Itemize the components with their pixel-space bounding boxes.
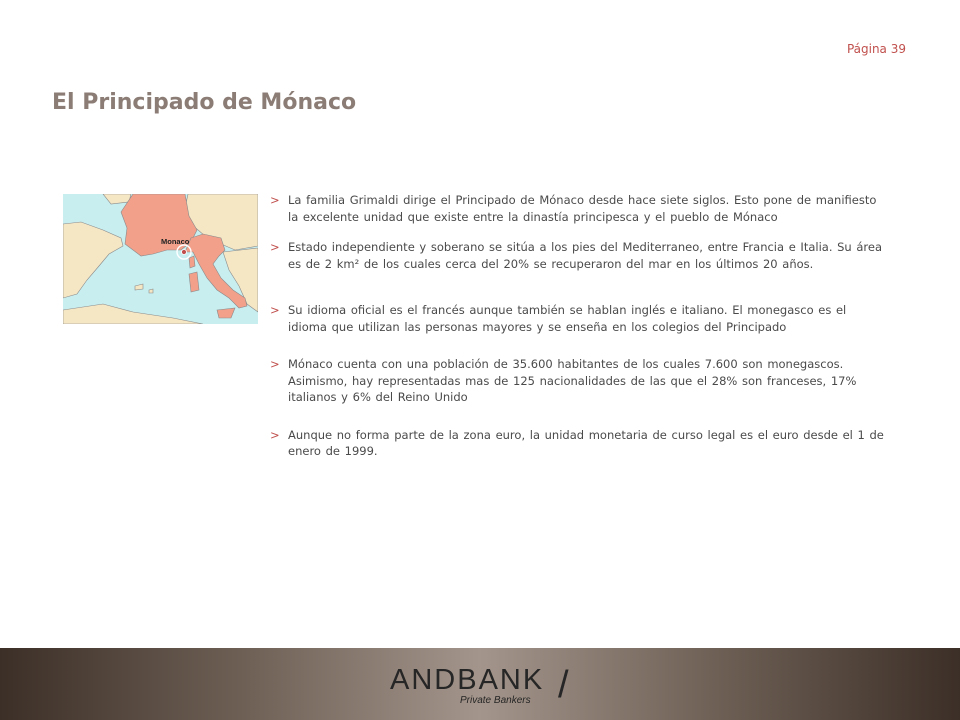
map-region-sicily [217,308,235,318]
andbank-logo-text: ANDBANK [390,664,545,696]
bullet-item [268,239,888,272]
europe-map [63,194,258,324]
page-number: Página 39 [846,42,906,56]
bullet-list [268,192,888,460]
map-region-north [103,194,131,204]
bullet-item [268,356,888,406]
bullet-text: Su idioma oficial es el francés aunque también se hablan inglés e italiano. El monegasco es el idioma que utilizan las personas mayores y se enseña en los colegios del Principado [288,303,847,334]
map-region-africa [63,304,203,324]
map-region-france [121,194,197,256]
bullet-text: Estado independiente y soberano se sitúa a los pies del Mediterraneo, entre Francia e Italia. Su área es de 2 km² de los cuales cerca del 20% se recuperaron del mar en los últimos 20 años. [288,240,883,271]
bullet-text: Mónaco cuenta con una población de 35.600 habitantes de los cuales 7.600 son monegascos. Asimismo, hay representadas mas de 125 nacionalidades de las que el 28% son franceses, 17% italianos y 6% del Reino Unido [288,357,857,404]
monaco-marker-dot [182,250,187,255]
andbank-logo-mark: / [558,664,569,706]
bullet-marker: > [270,427,280,442]
page-title: El Principado de Mónaco [52,90,357,115]
andbank-logo-tagline: Private Bankers [460,695,531,706]
bullet-item [268,302,888,335]
bullet-marker: > [270,303,280,317]
bullet-text: Aunque no forma parte de la zona euro, la unidad monetaria de curso legal es el euro desde el 1 de enero de 1999. [288,427,884,458]
bullet-item [268,427,888,460]
map-region-balearics [135,284,153,293]
bullet-item [268,192,888,225]
map-region-sardinia [189,272,199,292]
bullet-marker: > [270,357,280,371]
map-region-corsica [189,256,195,268]
bullet-marker: > [270,193,280,207]
map-region-iberia [63,222,123,298]
bullet-text: La familia Grimaldi dirige el Principado de Mónaco desde hace siete siglos. Esto pone de manifiesto la excelente unidad que existe entre la dinastía principesca y el pueblo de Mónaco [288,193,877,224]
map-label-monaco: Monaco [161,237,190,246]
bullet-marker: > [270,240,280,254]
